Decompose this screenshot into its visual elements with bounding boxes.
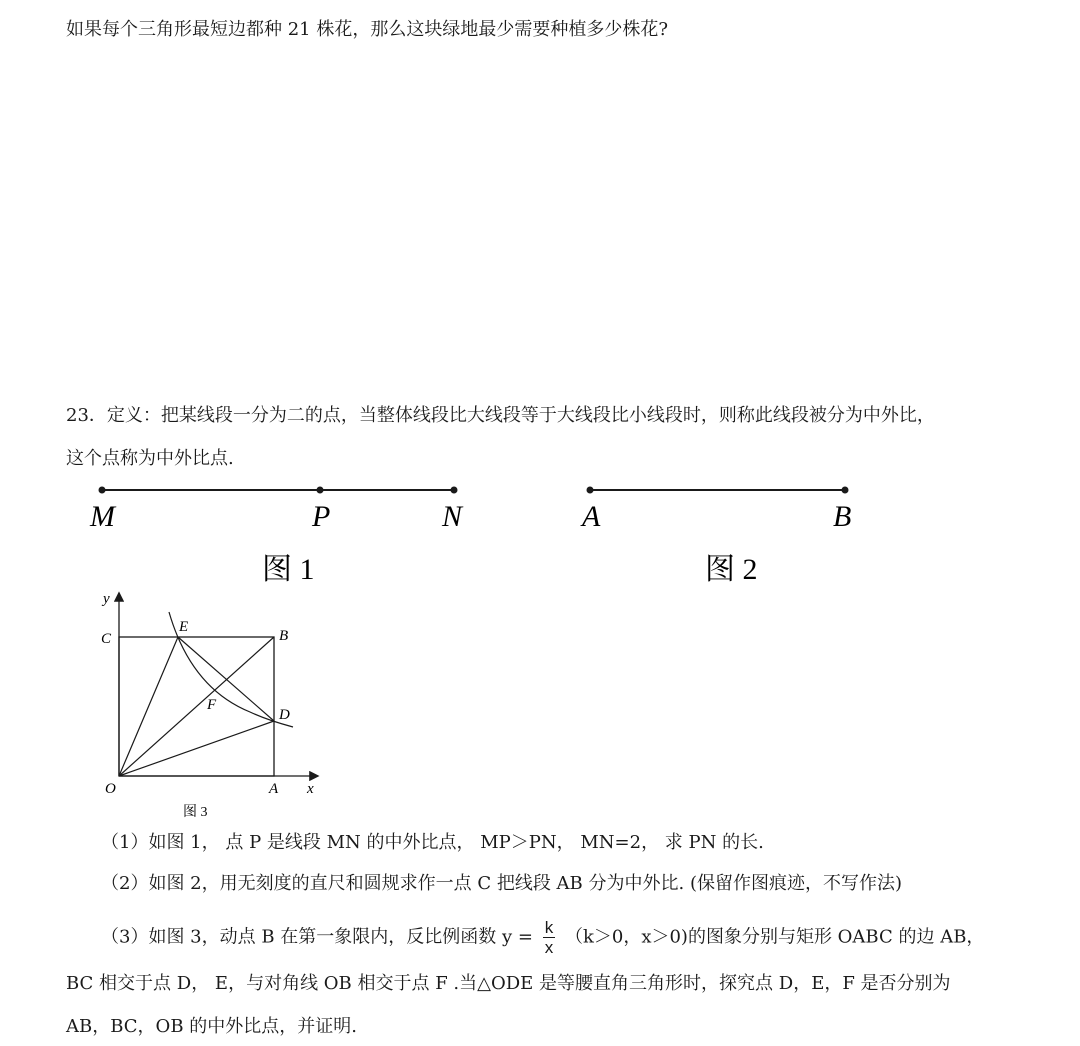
segment-od bbox=[119, 721, 274, 776]
q23-part3-suffix: （k＞0，x＞0)的图象分别与矩形 OABC 的边 AB， bbox=[564, 926, 985, 948]
figure-2 bbox=[570, 478, 870, 588]
label-b: B bbox=[833, 500, 852, 533]
fraction-numerator: k bbox=[544, 918, 554, 937]
q23-part3-line2: BC 相交于点 D， E，与对角线 OB 相交于点 F .当△ODE 是等腰直角三角形时，探究点 D，E，F 是否分别为 bbox=[66, 973, 951, 994]
q23-part3-line1 bbox=[101, 918, 984, 957]
point-b bbox=[842, 487, 849, 494]
label-m: M bbox=[90, 500, 115, 533]
point-m bbox=[99, 487, 106, 494]
fraction-denominator: x bbox=[544, 938, 554, 957]
label-e: E bbox=[179, 619, 189, 635]
q23-part2: （2）如图 2，用无刻度的直尺和圆规求作一点 C 把线段 AB 分为中外比. (保留作图痕迹，不写作法) bbox=[101, 873, 902, 894]
label-p: P bbox=[312, 500, 331, 533]
label-a: A bbox=[582, 500, 601, 533]
figure-1-caption: 图 1 bbox=[262, 553, 315, 586]
label-f: F bbox=[207, 697, 217, 713]
q23-part1: （1）如图 1， 点 P 是线段 MN 的中外比点， MP＞PN， MN=2， 求 PN 的长. bbox=[101, 832, 764, 853]
label-d: D bbox=[279, 707, 290, 723]
label-axis-x: x bbox=[307, 781, 314, 797]
figure-3 bbox=[95, 588, 335, 824]
figure-3-caption: 图 3 bbox=[183, 805, 208, 820]
label-axis-y: y bbox=[103, 591, 110, 607]
q23-definition-line2: 这个点称为中外比点. bbox=[66, 448, 234, 469]
segment-oe bbox=[119, 637, 178, 776]
q23-part3-prefix: （3）如图 3，动点 B 在第一象限内，反比例函数 y = bbox=[101, 926, 533, 948]
diagonal-ob bbox=[119, 637, 274, 776]
label-a-fig3: A bbox=[269, 781, 279, 797]
q23-definition-line1: 23．定义：把某线段一分为二的点，当整体线段比大线段等于大线段比小线段时，则称此线段被分为中外比， bbox=[66, 405, 935, 426]
label-o: O bbox=[105, 781, 116, 797]
figure-2-caption: 图 2 bbox=[705, 553, 758, 586]
label-c: C bbox=[101, 631, 112, 647]
figure-1 bbox=[80, 478, 480, 588]
point-p bbox=[317, 487, 324, 494]
point-n bbox=[451, 487, 458, 494]
q23-part3-line3: AB，BC，OB 的中外比点，并证明. bbox=[66, 1016, 357, 1037]
previous-question-text: 如果每个三角形最短边都种 21 株花，那么这块绿地最少需要种植多少株花? bbox=[66, 19, 668, 40]
label-b-fig3: B bbox=[279, 628, 289, 644]
point-a bbox=[587, 487, 594, 494]
label-n: N bbox=[442, 500, 463, 533]
fraction-k-over-x bbox=[543, 918, 556, 957]
